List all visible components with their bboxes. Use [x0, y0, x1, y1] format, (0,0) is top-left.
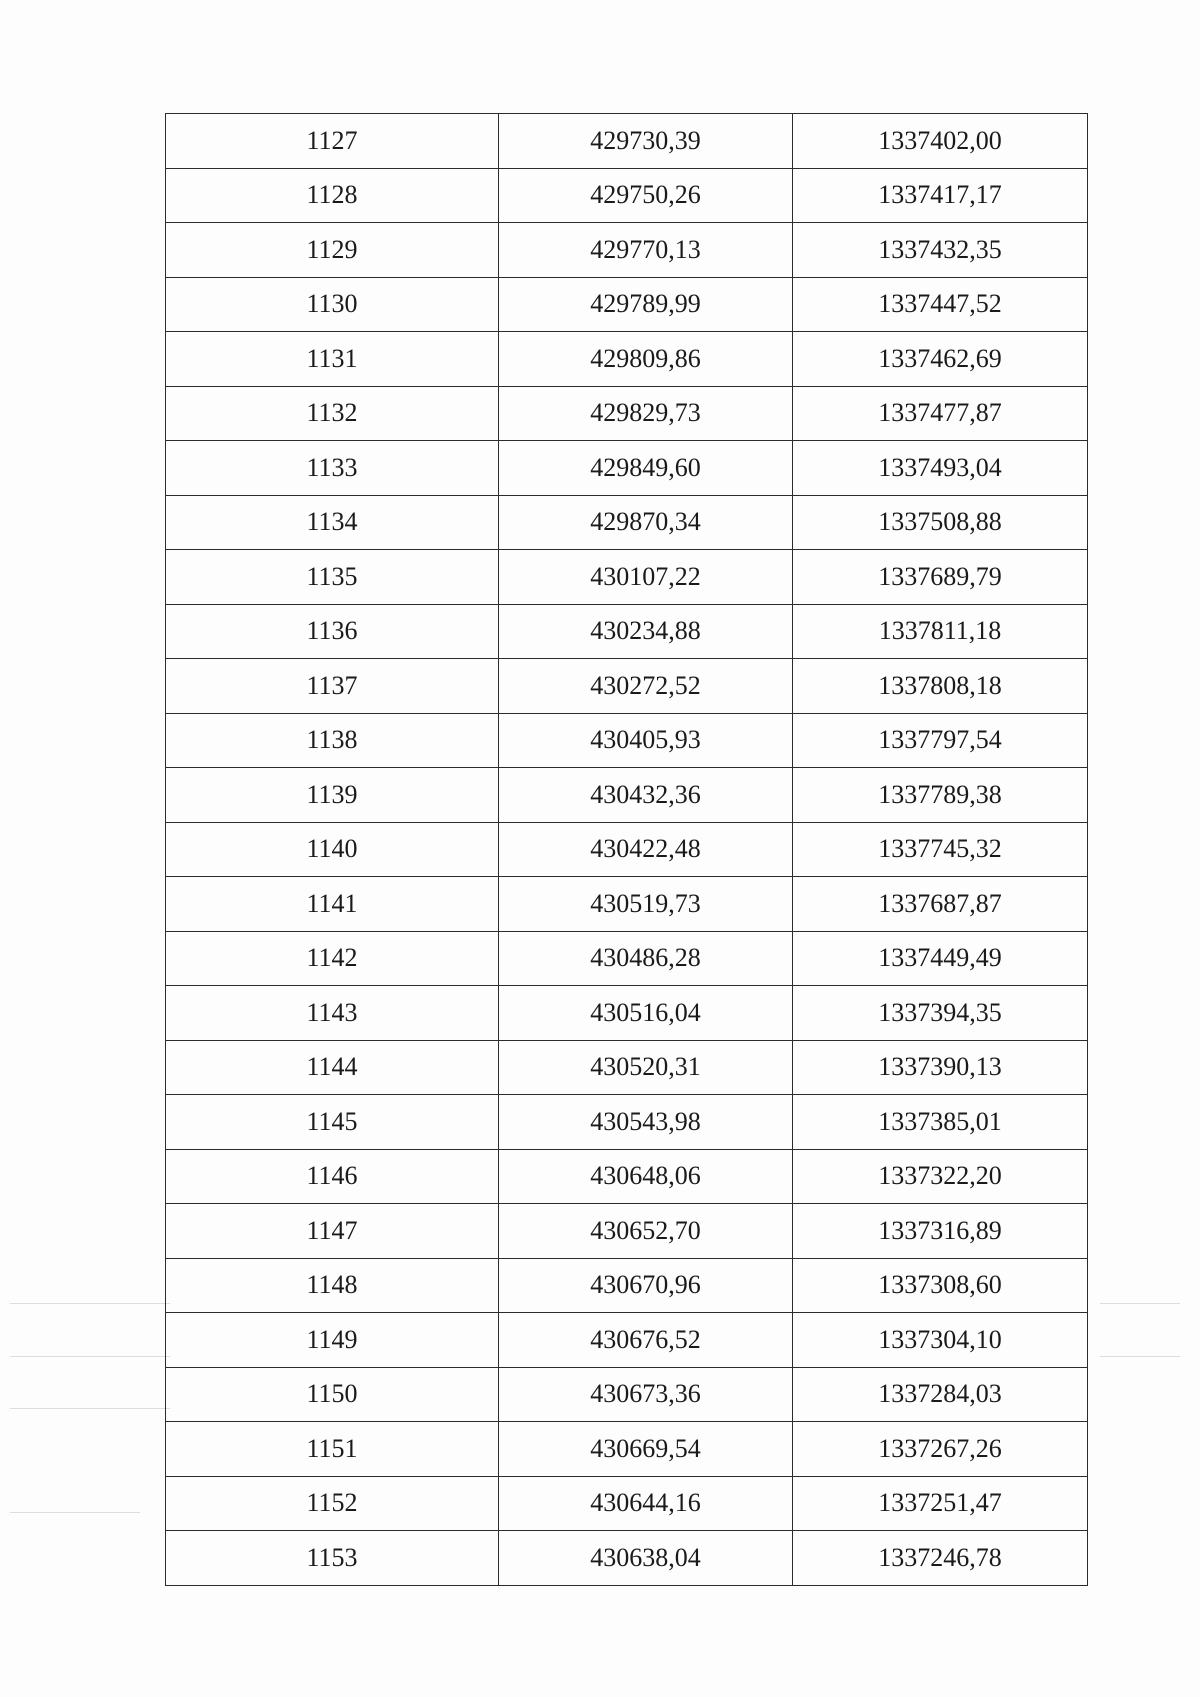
table-row — [166, 223, 1088, 278]
x-coordinate-cell: 430486,28 — [499, 931, 793, 986]
y-coordinate-cell: 1337251,47 — [793, 1476, 1088, 1531]
point-number-cell: 1149 — [166, 1313, 499, 1368]
scan-artifact-line — [10, 1408, 170, 1409]
y-coordinate-cell: 1337797,54 — [793, 713, 1088, 768]
x-coordinate-cell: 429849,60 — [499, 441, 793, 496]
x-coordinate-cell: 430648,06 — [499, 1149, 793, 1204]
x-coordinate-cell: 429829,73 — [499, 386, 793, 441]
table-row — [166, 1149, 1088, 1204]
scan-artifact-line — [10, 1356, 170, 1357]
table-row — [166, 713, 1088, 768]
point-number-cell: 1143 — [166, 986, 499, 1041]
table-row — [166, 1095, 1088, 1150]
y-coordinate-cell: 1337394,35 — [793, 986, 1088, 1041]
x-coordinate-cell: 429870,34 — [499, 495, 793, 550]
y-coordinate-cell: 1337402,00 — [793, 114, 1088, 169]
y-coordinate-cell: 1337267,26 — [793, 1422, 1088, 1477]
table-row — [166, 768, 1088, 823]
y-coordinate-cell: 1337789,38 — [793, 768, 1088, 823]
x-coordinate-cell: 430520,31 — [499, 1040, 793, 1095]
x-coordinate-cell: 430670,96 — [499, 1258, 793, 1313]
y-coordinate-cell: 1337477,87 — [793, 386, 1088, 441]
y-coordinate-cell: 1337304,10 — [793, 1313, 1088, 1368]
table-row — [166, 168, 1088, 223]
y-coordinate-cell: 1337449,49 — [793, 931, 1088, 986]
scan-artifact-line — [1100, 1303, 1180, 1304]
table-row — [166, 877, 1088, 932]
table-row — [166, 659, 1088, 714]
scan-artifact-line — [1100, 1356, 1180, 1357]
x-coordinate-cell: 430543,98 — [499, 1095, 793, 1150]
point-number-cell: 1148 — [166, 1258, 499, 1313]
table-row — [166, 1258, 1088, 1313]
y-coordinate-cell: 1337689,79 — [793, 550, 1088, 605]
point-number-cell: 1146 — [166, 1149, 499, 1204]
table-row — [166, 822, 1088, 877]
point-number-cell: 1151 — [166, 1422, 499, 1477]
point-number-cell: 1136 — [166, 604, 499, 659]
y-coordinate-cell: 1337687,87 — [793, 877, 1088, 932]
y-coordinate-cell: 1337284,03 — [793, 1367, 1088, 1422]
x-coordinate-cell: 430422,48 — [499, 822, 793, 877]
table-row — [166, 1367, 1088, 1422]
y-coordinate-cell: 1337417,17 — [793, 168, 1088, 223]
x-coordinate-cell: 429750,26 — [499, 168, 793, 223]
table-row — [166, 1531, 1088, 1586]
table-row — [166, 1204, 1088, 1259]
table-row — [166, 931, 1088, 986]
scan-artifact-line — [10, 1303, 170, 1304]
y-coordinate-cell: 1337462,69 — [793, 332, 1088, 387]
x-coordinate-cell: 430638,04 — [499, 1531, 793, 1586]
x-coordinate-cell: 430644,16 — [499, 1476, 793, 1531]
point-number-cell: 1139 — [166, 768, 499, 823]
point-number-cell: 1144 — [166, 1040, 499, 1095]
x-coordinate-cell: 430519,73 — [499, 877, 793, 932]
table-row — [166, 386, 1088, 441]
point-number-cell: 1133 — [166, 441, 499, 496]
x-coordinate-cell: 429730,39 — [499, 114, 793, 169]
point-number-cell: 1142 — [166, 931, 499, 986]
y-coordinate-cell: 1337811,18 — [793, 604, 1088, 659]
table-row — [166, 604, 1088, 659]
table-row — [166, 1040, 1088, 1095]
y-coordinate-cell: 1337322,20 — [793, 1149, 1088, 1204]
table-row — [166, 550, 1088, 605]
y-coordinate-cell: 1337447,52 — [793, 277, 1088, 332]
y-coordinate-cell: 1337246,78 — [793, 1531, 1088, 1586]
y-coordinate-cell: 1337316,89 — [793, 1204, 1088, 1259]
y-coordinate-cell: 1337745,32 — [793, 822, 1088, 877]
x-coordinate-cell: 429770,13 — [499, 223, 793, 278]
x-coordinate-cell: 430673,36 — [499, 1367, 793, 1422]
table-row — [166, 495, 1088, 550]
y-coordinate-cell: 1337493,04 — [793, 441, 1088, 496]
scan-artifact-line — [10, 1512, 140, 1513]
x-coordinate-cell: 430652,70 — [499, 1204, 793, 1259]
point-number-cell: 1129 — [166, 223, 499, 278]
point-number-cell: 1140 — [166, 822, 499, 877]
table-row — [166, 1476, 1088, 1531]
table-row — [166, 277, 1088, 332]
point-number-cell: 1150 — [166, 1367, 499, 1422]
point-number-cell: 1131 — [166, 332, 499, 387]
table-row — [166, 114, 1088, 169]
x-coordinate-cell: 430676,52 — [499, 1313, 793, 1368]
table-row — [166, 1313, 1088, 1368]
x-coordinate-cell: 430516,04 — [499, 986, 793, 1041]
point-number-cell: 1127 — [166, 114, 499, 169]
table-row — [166, 1422, 1088, 1477]
point-number-cell: 1137 — [166, 659, 499, 714]
point-number-cell: 1153 — [166, 1531, 499, 1586]
point-number-cell: 1152 — [166, 1476, 499, 1531]
y-coordinate-cell: 1337508,88 — [793, 495, 1088, 550]
point-number-cell: 1141 — [166, 877, 499, 932]
y-coordinate-cell: 1337390,13 — [793, 1040, 1088, 1095]
y-coordinate-cell: 1337385,01 — [793, 1095, 1088, 1150]
x-coordinate-cell: 429789,99 — [499, 277, 793, 332]
point-number-cell: 1145 — [166, 1095, 499, 1150]
table-row — [166, 332, 1088, 387]
x-coordinate-cell: 430405,93 — [499, 713, 793, 768]
coordinates-table-body — [166, 114, 1088, 1586]
point-number-cell: 1147 — [166, 1204, 499, 1259]
point-number-cell: 1128 — [166, 168, 499, 223]
point-number-cell: 1134 — [166, 495, 499, 550]
x-coordinate-cell: 429809,86 — [499, 332, 793, 387]
point-number-cell: 1130 — [166, 277, 499, 332]
point-number-cell: 1132 — [166, 386, 499, 441]
y-coordinate-cell: 1337308,60 — [793, 1258, 1088, 1313]
table-row — [166, 986, 1088, 1041]
point-number-cell: 1135 — [166, 550, 499, 605]
coordinates-table — [165, 113, 1088, 1586]
y-coordinate-cell: 1337432,35 — [793, 223, 1088, 278]
x-coordinate-cell: 430107,22 — [499, 550, 793, 605]
y-coordinate-cell: 1337808,18 — [793, 659, 1088, 714]
x-coordinate-cell: 430432,36 — [499, 768, 793, 823]
x-coordinate-cell: 430669,54 — [499, 1422, 793, 1477]
x-coordinate-cell: 430234,88 — [499, 604, 793, 659]
x-coordinate-cell: 430272,52 — [499, 659, 793, 714]
table-row — [166, 441, 1088, 496]
point-number-cell: 1138 — [166, 713, 499, 768]
